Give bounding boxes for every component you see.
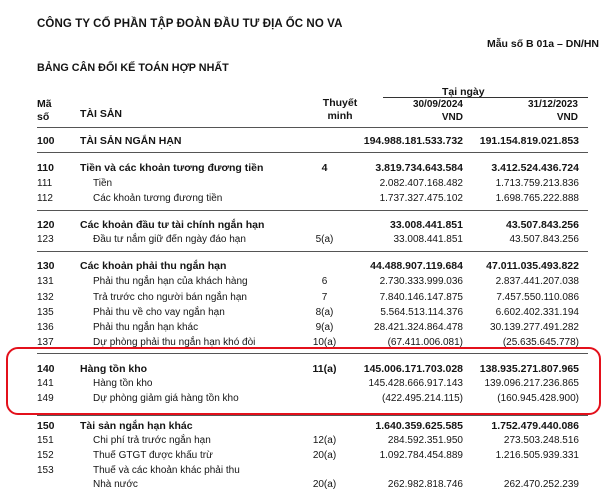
table-row bbox=[0, 292, 611, 304]
row-name: Thuế và các khoản khác phải thu bbox=[93, 465, 240, 476]
row-value-date2: 2.837.441.207.038 bbox=[495, 276, 579, 287]
row-code: 140 bbox=[37, 363, 55, 375]
table-row bbox=[0, 276, 611, 288]
row-name: Nhà nước bbox=[93, 479, 138, 490]
column-header-note bbox=[310, 97, 370, 123]
row-code: 152 bbox=[37, 450, 54, 461]
form-code: Mẫu số B 01a – DN/HN bbox=[486, 38, 599, 50]
table-row bbox=[0, 420, 611, 432]
row-value-date1: 33.008.441.851 bbox=[390, 219, 463, 231]
row-value-date2: 139.096.217.236.865 bbox=[484, 378, 579, 389]
table-row bbox=[0, 234, 611, 246]
row-value-date1: 1.092.784.454.889 bbox=[379, 450, 463, 461]
row-value-date2: 273.503.248.516 bbox=[503, 435, 579, 446]
row-value-date1: 3.819.734.643.584 bbox=[375, 162, 463, 174]
note-header-line1: Thuyết bbox=[322, 97, 358, 109]
row-note: 8(a) bbox=[315, 307, 334, 318]
row-value-date2: 1.216.505.939.331 bbox=[495, 450, 579, 461]
row-value-date2: 47.011.035.493.822 bbox=[486, 260, 579, 272]
row-value-date1: (422.495.214.115) bbox=[382, 393, 463, 404]
row-name: Các khoản tương đương tiền bbox=[93, 193, 223, 204]
table-row bbox=[0, 435, 611, 447]
row-code: 141 bbox=[37, 378, 54, 389]
row-value-date1: 28.421.324.864.478 bbox=[374, 322, 463, 333]
table-row bbox=[0, 260, 611, 272]
row-value-date2: (25.635.645.778) bbox=[502, 337, 579, 348]
row-name: Tiền bbox=[93, 178, 113, 189]
row-code: 111 bbox=[37, 178, 53, 189]
row-value-date2: 43.507.843.256 bbox=[509, 234, 579, 245]
row-value-date1: 33.008.441.851 bbox=[393, 234, 463, 245]
row-code: 112 bbox=[37, 193, 53, 204]
row-name: Dự phòng giảm giá hàng tồn kho bbox=[93, 393, 239, 404]
row-name: Phải thu ngắn hạn của khách hàng bbox=[93, 276, 248, 287]
row-code: 120 bbox=[37, 219, 55, 231]
row-name: Trả trước cho người bán ngắn hạn bbox=[93, 292, 247, 303]
row-value-date2: 43.507.843.256 bbox=[506, 219, 579, 231]
row-value-date1: 1.737.327.475.102 bbox=[379, 193, 463, 204]
row-note: 20(a) bbox=[312, 479, 337, 490]
row-value-date1: 284.592.351.950 bbox=[387, 435, 463, 446]
inventory-highlight-box bbox=[6, 347, 601, 415]
row-code: 131 bbox=[37, 276, 54, 287]
company-name: CÔNG TY CỔ PHẦN TẬP ĐOÀN ĐẦU TƯ ĐỊA ỐC NO VA bbox=[37, 18, 343, 30]
column-header-code bbox=[37, 98, 52, 124]
row-value-date2: 1.752.479.440.086 bbox=[491, 420, 579, 432]
row-value-date2: 1.713.759.213.836 bbox=[495, 178, 579, 189]
row-name: Các khoản đầu tư tài chính ngắn hạn bbox=[80, 219, 265, 231]
row-note: 12(a) bbox=[312, 435, 337, 446]
table-row bbox=[0, 479, 611, 491]
row-value-date2: 138.935.271.807.965 bbox=[479, 363, 579, 375]
table-row bbox=[0, 322, 611, 334]
table-row bbox=[0, 450, 611, 462]
row-code: 136 bbox=[37, 322, 54, 333]
row-code: 132 bbox=[37, 292, 54, 303]
row-code: 153 bbox=[37, 465, 54, 476]
table-row bbox=[0, 193, 611, 205]
row-name: Phải thu về cho vay ngắn hạn bbox=[93, 307, 225, 318]
row-value-date1: 262.982.818.746 bbox=[387, 479, 463, 490]
table-row bbox=[0, 219, 611, 231]
date1-label: 30/09/2024 bbox=[412, 99, 463, 110]
row-value-date2: 30.139.277.491.282 bbox=[490, 322, 579, 333]
row-value-date1: 7.840.146.147.875 bbox=[379, 292, 463, 303]
row-value-date2: 6.602.402.331.194 bbox=[495, 307, 579, 318]
row-code: 150 bbox=[37, 420, 55, 432]
section-rule bbox=[37, 152, 588, 153]
row-code: 123 bbox=[37, 234, 54, 245]
unit1-label: VND bbox=[441, 112, 463, 123]
row-name: Các khoản phải thu ngắn hạn bbox=[80, 260, 227, 272]
row-value-date2: 191.154.819.021.853 bbox=[479, 135, 579, 147]
row-value-date1: 1.640.359.625.585 bbox=[375, 420, 463, 432]
row-code: 137 bbox=[37, 337, 54, 348]
row-name: Đầu tư nắm giữ đến ngày đáo hạn bbox=[93, 234, 246, 245]
table-row bbox=[0, 178, 611, 190]
date2-label: 31/12/2023 bbox=[527, 99, 578, 110]
row-note: 9(a) bbox=[315, 322, 334, 333]
row-note: 6 bbox=[321, 276, 328, 287]
row-value-date2: 3.412.524.436.724 bbox=[491, 162, 579, 174]
row-code: 149 bbox=[37, 393, 54, 404]
row-value-date1: 2.730.333.999.036 bbox=[379, 276, 463, 287]
document-title: BẢNG CÂN ĐỐI KẾ TOÁN HỢP NHẤT bbox=[37, 62, 229, 74]
row-code: 100 bbox=[37, 135, 55, 147]
row-name: Thuế GTGT được khấu trừ bbox=[93, 450, 213, 461]
row-name: Hàng tồn kho bbox=[80, 363, 148, 375]
row-code: 135 bbox=[37, 307, 54, 318]
row-name: Dự phòng phải thu ngắn hạn khó đòi bbox=[93, 337, 256, 348]
row-note: 5(a) bbox=[315, 234, 334, 245]
code-header-line1: Mã bbox=[37, 98, 52, 110]
column-header-asset: TÀI SẢN bbox=[80, 108, 122, 120]
row-name: TÀI SẢN NGẮN HẠN bbox=[80, 135, 182, 147]
row-value-date1: (67.411.006.081) bbox=[387, 337, 463, 348]
section-rule bbox=[37, 415, 588, 416]
row-value-date1: 2.082.407.168.482 bbox=[379, 178, 463, 189]
column-header-date2 bbox=[498, 98, 578, 124]
table-row bbox=[0, 135, 611, 147]
row-value-date1: 194.988.181.533.732 bbox=[363, 135, 463, 147]
section-rule bbox=[37, 251, 588, 252]
row-value-date2: 7.457.550.110.086 bbox=[496, 292, 579, 303]
row-value-date1: 44.488.907.119.684 bbox=[370, 260, 463, 272]
note-header-line2: minh bbox=[327, 110, 353, 122]
row-note: 11(a) bbox=[312, 363, 337, 375]
row-name: Tài sản ngắn hạn khác bbox=[80, 420, 193, 432]
section-rule bbox=[37, 210, 588, 211]
row-note: 20(a) bbox=[312, 450, 337, 461]
unit2-label: VND bbox=[556, 112, 578, 123]
column-header-date1 bbox=[383, 98, 463, 124]
row-note: 4 bbox=[321, 162, 328, 174]
row-value-date2: 262.470.252.239 bbox=[503, 479, 579, 490]
row-note: 10(a) bbox=[312, 337, 337, 348]
row-name: Chi phí trả trước ngắn hạn bbox=[93, 435, 211, 446]
table-header-rule bbox=[37, 127, 588, 128]
table-row bbox=[0, 465, 611, 477]
row-name: Tiền và các khoản tương đương tiền bbox=[80, 162, 264, 174]
row-note: 7 bbox=[321, 292, 328, 303]
row-value-date1: 5.564.513.114.376 bbox=[380, 307, 463, 318]
row-value-date2: 1.698.765.222.888 bbox=[495, 193, 579, 204]
row-value-date2: (160.945.428.900) bbox=[497, 393, 579, 404]
row-name: Hàng tồn kho bbox=[93, 378, 153, 389]
row-code: 151 bbox=[37, 435, 54, 446]
row-value-date1: 145.006.171.703.028 bbox=[363, 363, 463, 375]
column-header-as-at: Tại ngày bbox=[442, 86, 485, 98]
table-row bbox=[0, 162, 611, 174]
code-header-line2: số bbox=[37, 111, 50, 123]
row-code: 110 bbox=[37, 162, 54, 174]
row-code: 130 bbox=[37, 260, 55, 272]
row-name: Phải thu ngắn hạn khác bbox=[93, 322, 199, 333]
row-value-date1: 145.428.666.917.143 bbox=[368, 378, 463, 389]
table-row bbox=[0, 307, 611, 319]
